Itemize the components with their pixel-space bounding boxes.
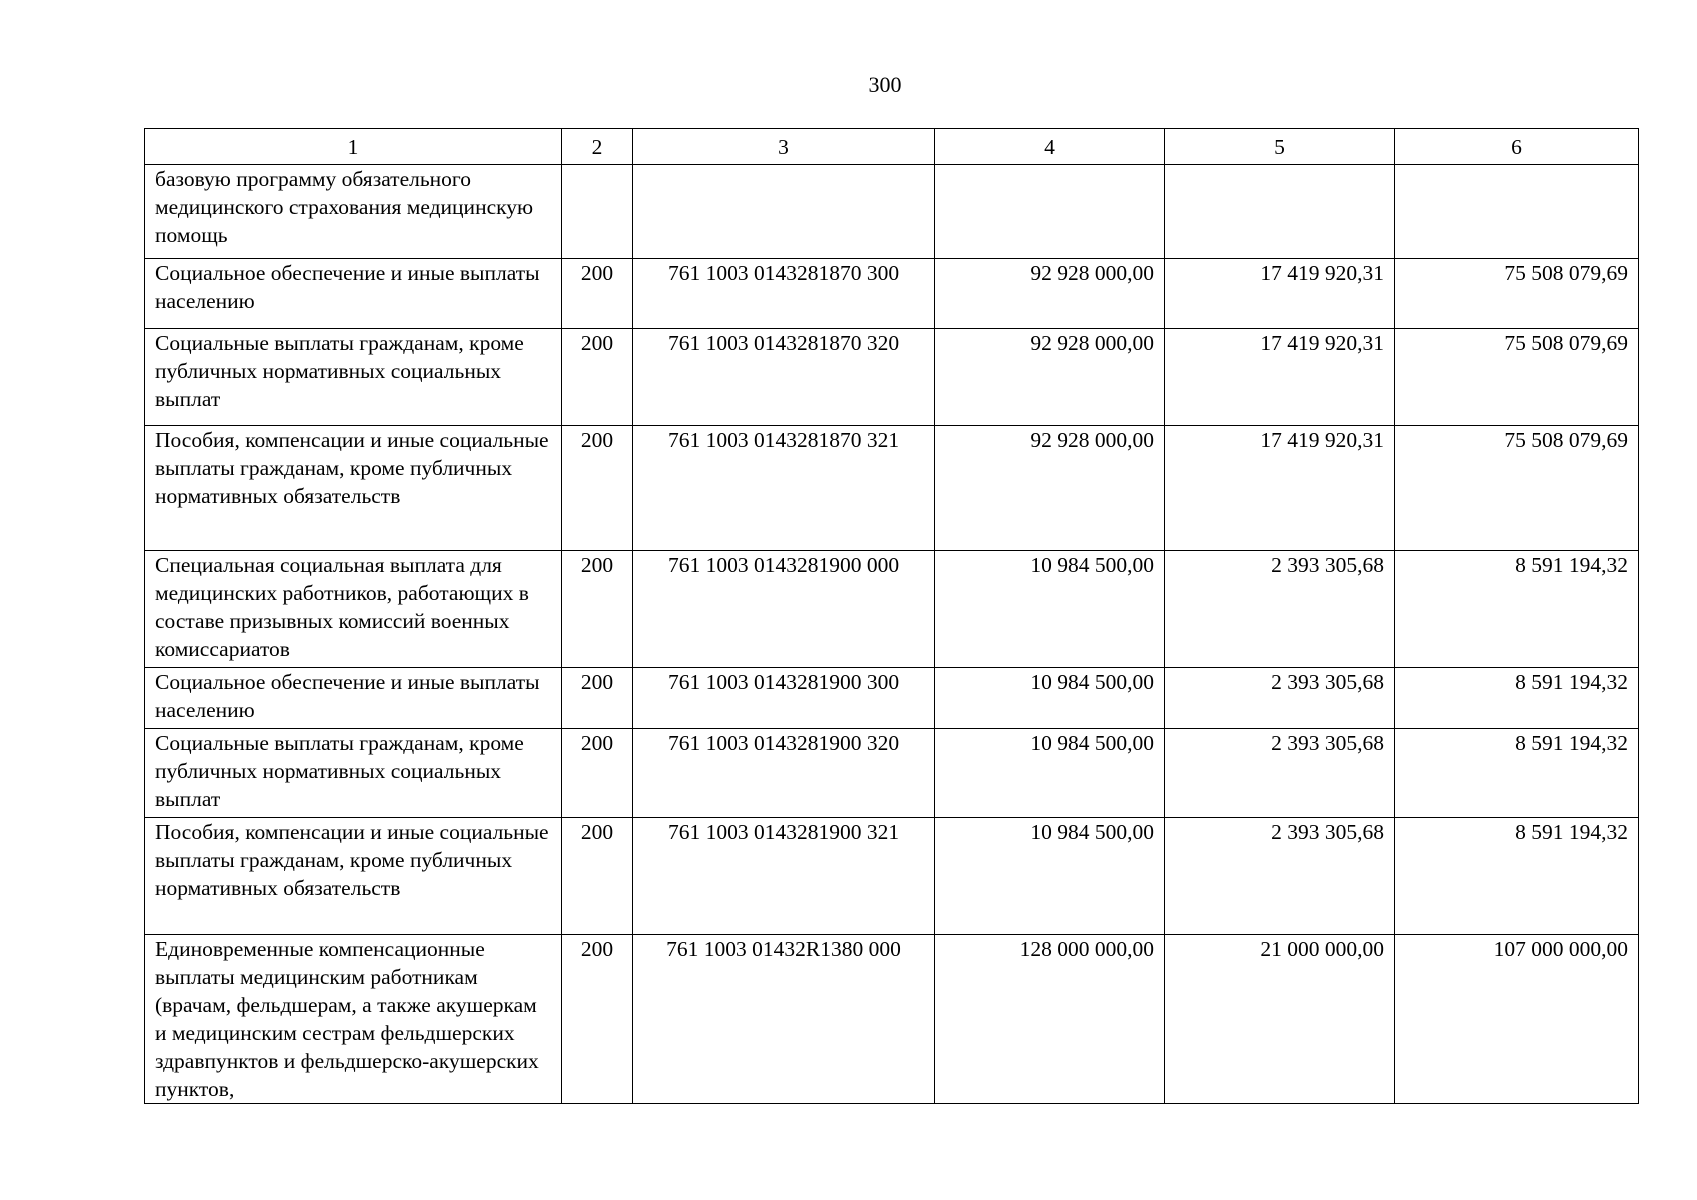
row-admin-code: 200 [562, 551, 633, 668]
row-budget-code: 761 1003 01432R1380 000 [633, 935, 935, 1104]
row-admin-code: 200 [562, 329, 633, 426]
row-value-4: 10 984 500,00 [935, 729, 1165, 818]
row-admin-code: 200 [562, 818, 633, 935]
row-admin-code: 200 [562, 426, 633, 551]
row-value-5: 2 393 305,68 [1165, 818, 1395, 935]
column-header-4: 4 [935, 129, 1165, 165]
column-header-2: 2 [562, 129, 633, 165]
row-name: Специальная социальная выплата для медицинских работников, работающих в составе призывных комиссий военных комиссариатов [145, 551, 562, 668]
row-value-6 [1395, 165, 1639, 259]
row-value-6: 8 591 194,32 [1395, 729, 1639, 818]
row-value-6: 107 000 000,00 [1395, 935, 1639, 1104]
row-value-5: 21 000 000,00 [1165, 935, 1395, 1104]
row-value-4: 128 000 000,00 [935, 935, 1165, 1104]
column-header-1: 1 [145, 129, 562, 165]
row-budget-code: 761 1003 0143281900 320 [633, 729, 935, 818]
page-number: 300 [868, 72, 902, 97]
table-row [145, 329, 1639, 426]
row-value-6: 75 508 079,69 [1395, 259, 1639, 329]
row-value-5: 17 419 920,31 [1165, 426, 1395, 551]
row-budget-code: 761 1003 0143281900 321 [633, 818, 935, 935]
row-value-6: 8 591 194,32 [1395, 668, 1639, 729]
row-admin-code: 200 [562, 729, 633, 818]
row-budget-code: 761 1003 0143281870 300 [633, 259, 935, 329]
table-row [145, 818, 1639, 935]
column-header-6: 6 [1395, 129, 1639, 165]
table-row [145, 935, 1639, 1104]
row-admin-code [562, 165, 633, 259]
row-budget-code: 761 1003 0143281870 321 [633, 426, 935, 551]
row-admin-code: 200 [562, 259, 633, 329]
row-value-4 [935, 165, 1165, 259]
row-name: базовую программу обязательного медицинского страхования медицинскую помощь [145, 165, 562, 259]
row-value-6: 8 591 194,32 [1395, 551, 1639, 668]
row-value-5: 2 393 305,68 [1165, 551, 1395, 668]
row-value-4: 10 984 500,00 [935, 818, 1165, 935]
row-value-4: 92 928 000,00 [935, 426, 1165, 551]
table-row [145, 668, 1639, 729]
row-value-5 [1165, 165, 1395, 259]
row-budget-code: 761 1003 0143281900 300 [633, 668, 935, 729]
row-value-5: 2 393 305,68 [1165, 668, 1395, 729]
row-value-6: 75 508 079,69 [1395, 329, 1639, 426]
row-value-4: 92 928 000,00 [935, 259, 1165, 329]
row-admin-code: 200 [562, 668, 633, 729]
row-name: Социальные выплаты гражданам, кроме публичных нормативных социальных выплат [145, 329, 562, 426]
row-name: Пособия, компенсации и иные социальные выплаты гражданам, кроме публичных нормативных обязательств [145, 818, 562, 935]
row-admin-code: 200 [562, 935, 633, 1104]
row-budget-code [633, 165, 935, 259]
column-header-5: 5 [1165, 129, 1395, 165]
row-value-6: 8 591 194,32 [1395, 818, 1639, 935]
table-row [145, 426, 1639, 551]
row-budget-code: 761 1003 0143281870 320 [633, 329, 935, 426]
table-row [145, 165, 1639, 259]
budget-table [144, 128, 1639, 1104]
row-name: Пособия, компенсации и иные социальные выплаты гражданам, кроме публичных нормативных обязательств [145, 426, 562, 551]
table-row [145, 729, 1639, 818]
row-budget-code: 761 1003 0143281900 000 [633, 551, 935, 668]
table-row [145, 551, 1639, 668]
row-name: Социальные выплаты гражданам, кроме публичных нормативных социальных выплат [145, 729, 562, 818]
row-name: Социальное обеспечение и иные выплаты населению [145, 259, 562, 329]
column-header-3: 3 [633, 129, 935, 165]
table-row [145, 259, 1639, 329]
row-value-5: 17 419 920,31 [1165, 259, 1395, 329]
row-value-4: 10 984 500,00 [935, 668, 1165, 729]
row-value-6: 75 508 079,69 [1395, 426, 1639, 551]
row-value-4: 92 928 000,00 [935, 329, 1165, 426]
row-name: Социальное обеспечение и иные выплаты населению [145, 668, 562, 729]
header-row [145, 129, 1639, 165]
row-value-5: 17 419 920,31 [1165, 329, 1395, 426]
row-value-4: 10 984 500,00 [935, 551, 1165, 668]
row-value-5: 2 393 305,68 [1165, 729, 1395, 818]
row-name: Единовременные компенсационные выплаты медицинским работникам (врачам, фельдшерам, а также акушеркам и медицинским сестрам фельдшерских здравпунктов и фельдшерско-акушерских пунктов, [145, 935, 562, 1104]
